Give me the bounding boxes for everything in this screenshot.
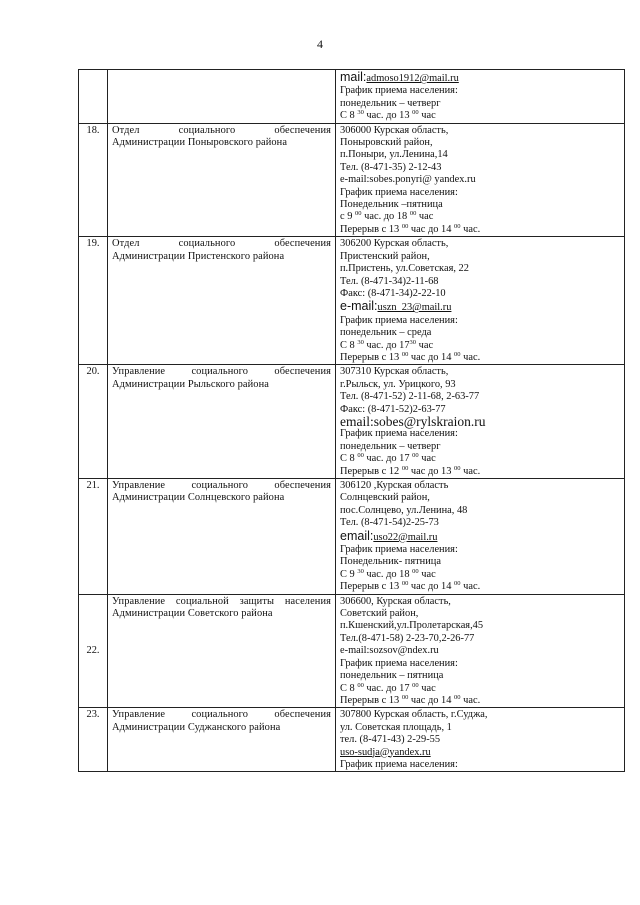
row-number: 21. [79, 479, 108, 595]
contact-line: График приема населения: [340, 657, 458, 669]
contact-line: г.Рыльск, ул. Урицкого, 93 [340, 378, 456, 390]
contact-line: График приема населения: [340, 186, 458, 198]
contact-line: Факс: (8-471-52)2-63-77 [340, 403, 446, 415]
email-link[interactable]: admoso1912@mail.ru [366, 73, 459, 84]
contact-line: п.Пристень, ул.Советская, 22 [340, 263, 469, 275]
contact-line: Факс: (8-471-34)2-22-10 [340, 287, 446, 299]
contact-line: тел. (8-471-43) 2-29-55 [340, 734, 441, 746]
office-contacts [336, 594, 625, 708]
contact-line: Понедельник –пятница [340, 199, 443, 211]
schedule-hours: с 9 $^{00}$ час. до 18 $^{00}$ час [340, 210, 434, 223]
contact-line: Советский район, [340, 608, 419, 620]
contact-line: График приема населения: [340, 758, 458, 770]
social-offices-table [78, 69, 625, 772]
contact-line: 307800 Курская область, г.Суджа, [340, 709, 488, 721]
contact-line: п.Кшенский,ул.Пролетарская,45 [340, 620, 484, 632]
table-row [79, 594, 625, 708]
row-number: 18. [79, 123, 108, 237]
contact-line: Солнцевский район, [340, 492, 430, 504]
office-name: Управление социального обеспечения Администрации Рыльского района [108, 365, 336, 479]
contact-line: 306120 ,Курская область [340, 480, 449, 491]
office-contacts [336, 123, 625, 237]
office-name: Управление социального обеспечения Администрации Суджанского района [108, 708, 336, 772]
contact-line: email:uso22@mail.ru [340, 528, 438, 543]
email-link[interactable]: uszn_23@mail.ru [377, 302, 452, 314]
schedule-hours: Перерыв с 13 $^{00}$ час до 14 $^{00}$ час. [340, 580, 481, 593]
contact-line: Тел. (8-471-54)2-25-73 [340, 517, 439, 529]
schedule-hours: С 8 $^{00}$ час. до 17 $^{00}$ час [340, 681, 436, 694]
row-number: 23. [79, 708, 108, 772]
schedule-hours: Перерыв с 12 $^{00}$ час до 13 $^{00}$ час. [340, 464, 481, 477]
office-contacts [336, 479, 625, 595]
page-number: 4 [317, 37, 323, 51]
contact-line: понедельник – четверг [340, 97, 441, 109]
table-row [79, 70, 625, 124]
contact-line: Понедельник- пятница [340, 556, 441, 568]
office-contacts [336, 365, 625, 479]
contact-line: График приема населения: [340, 85, 458, 97]
contact-line: Тел. (8-471-52) 2-11-68, 2-63-77 [340, 391, 480, 403]
contact-line: пос.Солнцево, ул.Ленина, 48 [340, 504, 468, 516]
schedule-hours: Перерыв с 13 $^{00}$ час до 14 $^{00}$ час. [340, 693, 481, 706]
office-name [108, 70, 336, 124]
email-link[interactable]: uso22@mail.ru [373, 531, 438, 543]
office-name: Отдел социального обеспечения Администрации Поныровского района [108, 123, 336, 237]
contact-line: Поныровский район, [340, 137, 433, 149]
office-contacts [336, 237, 625, 365]
schedule-hours: Перерыв с 13 $^{00}$ час до 14 $^{00}$ час. [340, 350, 481, 363]
contact-line: Тел. (8-471-35) 2-12-43 [340, 161, 442, 173]
contact-line: понедельник – пятница [340, 670, 444, 682]
row-number: 20. [79, 365, 108, 479]
contact-line: uso-sudja@yandex.ru [340, 746, 431, 758]
table-row [79, 365, 625, 479]
office-name: Отдел социального обеспечения Администрации Пристенского района [108, 237, 336, 365]
contact-line: График приема населения: [340, 428, 458, 440]
contact-line: Тел.(8-471-58) 2-23-70,2-26-77 [340, 632, 475, 644]
contact-line: ул. Советская площадь, 1 [340, 721, 452, 733]
office-contacts [336, 708, 625, 772]
contact-line: понедельник – четверг [340, 440, 441, 452]
table-row [79, 708, 625, 772]
office-name: Управление социального обеспечения Администрации Солнцевского района [108, 479, 336, 595]
contact-line: График приема населения: [340, 544, 458, 556]
contact-line: Пристенский район, [340, 250, 430, 262]
table-row [79, 123, 625, 237]
schedule-hours: С 8 $^{00}$ час. до 17 $^{00}$ час [340, 452, 436, 465]
row-number: 22. [79, 594, 108, 708]
contact-line: 306000 Курская область, [340, 124, 449, 136]
schedule-hours: С 8 $^{30}$ час. до 13 $^{00}$ час [340, 109, 436, 122]
contact-line: e-mail:sozsov@ndex.ru [340, 645, 439, 657]
contact-line: 306600, Курская область, [340, 595, 451, 607]
office-name: Управление социальной защиты населения Администрации Советского района [108, 594, 336, 708]
row-number [79, 70, 108, 124]
contact-line: e-mail:uszn_23@mail.ru [340, 299, 452, 314]
contact-line: mail:admoso1912@mail.ru [340, 70, 459, 84]
contact-line: 307310 Курская область, [340, 366, 449, 378]
contact-line: e-mail:sobes.ponyri@ yandex.ru [340, 174, 476, 186]
contact-line: email:sobes@rylskraion.ru [340, 413, 486, 429]
schedule-hours: С 8 $^{30}$ час. до $17^{30}$ час [340, 338, 434, 351]
office-contacts [336, 70, 625, 124]
contact-line: Тел. (8-471-34)2-11-68 [340, 275, 439, 287]
contact-line: понедельник – среда [340, 327, 432, 339]
table-row [79, 479, 625, 595]
schedule-hours: Перерыв с 13 $^{00}$ час до 14 $^{00}$ час. [340, 222, 481, 235]
schedule-hours: С 9 $^{30}$ час. до 18 $^{00}$ час [340, 567, 436, 580]
row-number: 19. [79, 237, 108, 365]
contact-line: п.Поныри, ул.Ленина,14 [340, 149, 448, 161]
contact-line: График приема населения: [340, 314, 458, 326]
table-row [79, 237, 625, 365]
table-body [79, 70, 625, 772]
contact-line: 306200 Курская область, [340, 238, 449, 250]
